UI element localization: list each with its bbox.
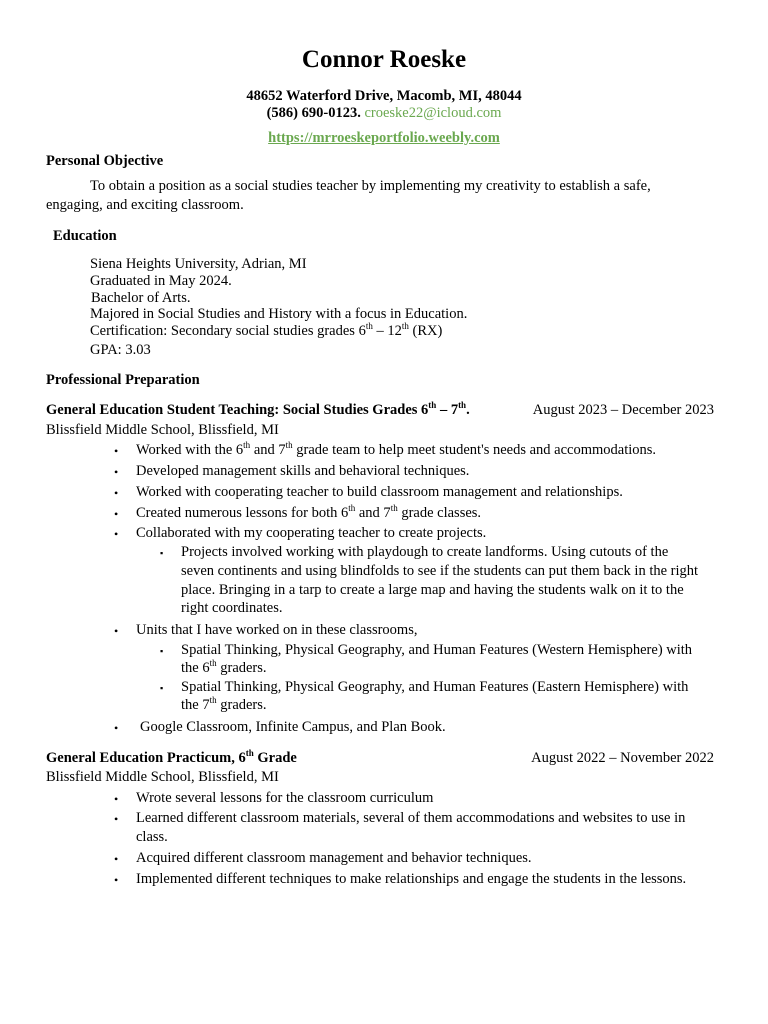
job1-sub-3-line-1: Spatial Thinking, Physical Geography, and Human Features (Eastern Hemisphere) with [181,679,689,695]
job1-bullet-1: Worked with the 6th and 7th grade team to help meet student's needs and accommodations. [136,440,657,458]
square-bullet-icon: ▪ [160,646,164,656]
job1-sub-2-line-2: the 6th graders. [181,658,267,676]
edu-school: Siena Heights University, Adrian, MI [90,256,307,272]
objective-line-1: To obtain a position as a social studies teacher by implementing my creativity to establish a safe, [90,178,651,194]
contact-line [0,105,768,122]
job2-bullet-2-line-1: Learned different classroom materials, several of them accommodations and websites to use in [136,810,686,826]
job1-sub-1-line-3: place. Bringing in a tarp to create a large map and having the students walk on it to the [181,582,684,598]
bullet-icon: • [114,624,119,638]
job1-bullet-3: Worked with cooperating teacher to build classroom management and relationships. [136,484,623,500]
job1-bullet-4: Created numerous lessons for both 6th and 7th grade classes. [136,503,482,521]
edu-certification: Certification: Secondary social studies grades 6th – 12th (RX) [90,321,443,339]
job1-sub-1-line-4: right coordinates. [181,600,283,616]
edu-degree: Bachelor of Arts. [91,290,191,306]
job2-bullet-1: Wrote several lessons for the classroom curriculum [136,790,434,806]
phone: (586) 690-0123. [266,105,361,121]
bullet-icon: • [114,527,119,541]
job2-bullet-3: Acquired different classroom management and behavior techniques. [136,850,532,866]
bullet-icon: • [114,507,119,521]
job1-sub-2-line-1: Spatial Thinking, Physical Geography, and Human Features (Western Hemisphere) with [181,642,693,658]
edu-gpa: GPA: 3.03 [90,342,151,358]
job1-bullet-5: Collaborated with my cooperating teacher to create projects. [136,525,487,541]
bullet-icon: • [114,792,119,806]
job1-bullet-7: Google Classroom, Infinite Campus, and Plan Book. [140,719,446,735]
job2-school: Blissfield Middle School, Blissfield, MI [46,769,279,785]
job1-bullet-6: Units that I have worked on in these classrooms, [136,622,418,638]
job1-dates: August 2023 – December 2023 [532,402,714,418]
job2-dates: August 2022 – November 2022 [531,750,714,766]
bullet-icon: • [114,465,119,479]
bullet-icon: • [114,721,119,735]
website-link[interactable]: https://mrroeskeportfolio.weebly.com [268,130,500,146]
job2-title: General Education Practicum, 6th Grade [46,748,297,766]
square-bullet-icon: ▪ [160,683,164,693]
edu-major: Majored in Social Studies and History with a focus in Education. [90,306,468,322]
job1-title: General Education Student Teaching: Social Studies Grades 6th – 7th. [46,400,470,418]
website-line [0,130,768,147]
job1-sub-1-line-1: Projects involved working with playdough to create landforms. Using cutouts of the [181,544,669,560]
job1-sub-1-line-2: seven continents and using blindfolds to see if the students can put them back in the right [181,563,699,579]
bullet-icon: • [114,444,119,458]
job2-bullet-4: Implemented different techniques to make relationships and engage the students in the lessons. [136,871,687,887]
bullet-icon: • [114,486,119,500]
edu-graduated: Graduated in May 2024. [90,273,232,289]
job1-school: Blissfield Middle School, Blissfield, MI [46,422,279,438]
email-link[interactable]: croeske22@icloud.com [364,105,502,121]
objective-heading: Personal Objective [46,153,164,169]
education-heading: Education [53,228,117,244]
objective-line-2: engaging, and exciting classroom. [46,197,244,213]
square-bullet-icon: ▪ [160,548,164,558]
job2-bullet-2-line-2: class. [136,829,168,845]
job1-bullet-2: Developed management skills and behavioral techniques. [136,463,470,479]
candidate-name: Connor Roeske [301,46,467,73]
bullet-icon: • [114,812,119,826]
bullet-icon: • [114,852,119,866]
address: 48652 Waterford Drive, Macomb, MI, 48044 [246,88,522,104]
bullet-icon: • [114,873,119,887]
job1-sub-3-line-2: the 7th graders. [181,695,267,713]
preparation-heading: Professional Preparation [46,372,200,388]
